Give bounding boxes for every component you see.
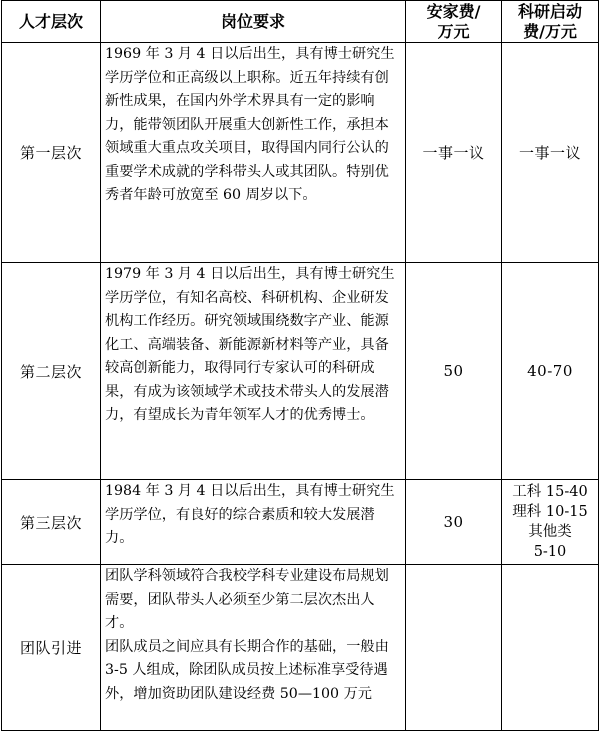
row-research-fee: 一事一议 [502,43,599,263]
header-requirements: 岗位要求 [101,1,406,43]
row-research-fee [502,480,599,565]
row-settle-fee [406,565,502,731]
row-level: 第一层次 [2,43,101,263]
requirements-text: 1969 年 3 月 4 日以后出生，具有博士研究生学历学位和正高级以上职称。近五年持续有创新性成果，在国内外学术界具有一定的影响力，能带领团队开展重大创新性工作，承担本领域重大重点攻关项目，取得国内同行公认的重要学术成就的学科带头人或其团队。特别优秀者年龄可放宽至 60 周岁以下。 [105,46,395,203]
table-row [2,263,599,480]
row-settle-fee: 50 [406,263,502,480]
talent-recruitment-table [1,0,599,731]
row-level: 团队引进 [2,565,101,731]
row-level: 第三层次 [2,480,101,565]
table-row [2,480,599,565]
requirements-text: 团队学科领域符合我校学科专业建设布局规划需要，团队带头人必须至少第二层次杰出人才。 团队成员之间应具有长期合作的基础，一般由 3-5 人组成，除团队成员按上述标准享受待遇外，增加资助团队建设经费 50—100 万元 [105,568,389,702]
row-requirements [101,43,406,263]
header-row [2,1,599,43]
row-requirements [101,263,406,480]
requirements-text: 1984 年 3 月 4 日以后出生，具有博士研究生学历学位，有良好的综合素质和较大发展潜力。 [105,483,395,546]
header-research-fee: 科研启动 费/万元 [502,1,599,43]
requirements-text: 1979 年 3 月 4 日以后出生，具有博士研究生学历学位，有知名高校、科研机构、企业研发机构工作经历。研究领域围绕数字产业、能源化工、高端装备、新能源新材料等产业，具备较高创新能力，取得同行专家认可的科研成果，有成为该领域学术或技术带头人的发展潜力，有望成长为青年领军人才的优秀博士。 [105,266,395,423]
row-requirements [101,480,406,565]
table-row [2,565,599,731]
table-row [2,43,599,263]
research-fee-line: 理科 10-15 [512,504,588,520]
row-settle-fee: 30 [406,480,502,565]
header-settle-fee: 安家费/ 万元 [406,1,502,43]
row-research-fee [502,565,599,731]
row-settle-fee: 一事一议 [406,43,502,263]
research-fee-line: 工科 15-40 [512,484,588,500]
research-fee-line: 其他类 [528,524,572,540]
row-research-fee: 40-70 [502,263,599,480]
header-level: 人才层次 [2,1,101,43]
research-fee-line: 5-10 [533,544,567,560]
row-requirements [101,565,406,731]
row-level: 第二层次 [2,263,101,480]
